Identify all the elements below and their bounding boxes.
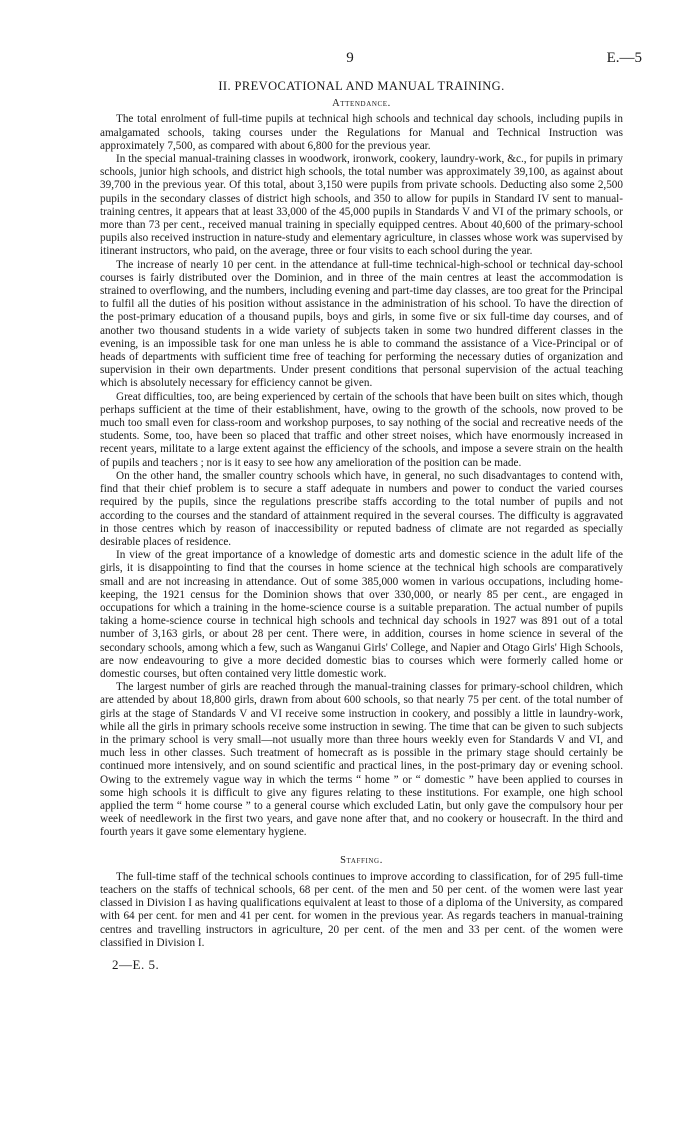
signature-mark: 2—E. 5. xyxy=(112,957,160,972)
paragraph-enrolment: The total enrolment of full-time pupils at technical high schools and technical day schools, including pupils in amalgamated schools, taking courses under the Regulations for Manual and Technical Instruction was approximately 7,500, as compared with about 6,800 for the previous year. xyxy=(100,113,623,152)
paragraph-domestic-science: In view of the great importance of a knowledge of domestic arts and domestic science in the adult life of the girls, it is disappointing to find that the courses in home science at the technical high schools are comparatively small and are not increasing in attendance. Out of some 385,000 women in various occupations, including home-keeping, the 1921 census for the Dominion shows that over 330,000, or nearly 85 per cent., are engaged in occupations for which a training in the home-science course is a suitable preparation. The actual number of pupils taking a home-science course in technical high schools and technical day schools in 1927 was 891 out of a total number of 3,163 girls, or about 28 per cent. There were, in addition, courses in home science in several of the secondary schools, among which a few, such as Wanganui Girls' College, and Napier and Otago Girls' High Schools, are now endeavouring to give a more decided domestic bias to courses which were formerly called home or domestic courses, but often contained very little domestic work. xyxy=(100,549,623,680)
page-body xyxy=(100,80,623,971)
section-title: II. PREVOCATIONAL AND MANUAL TRAINING. xyxy=(218,79,505,93)
paragraph-country-schools: On the other hand, the smaller country schools which have, in general, no such disadvantages to contend with, find that their chief problem is to secure a staff adequate in numbers and power to conduct the varied courses required by the pupils, since the regulations prescribe staffs according to the total number of pupils and not according to the courses and the standard of attainment required in the several courses. The difficulty is aggravated in those centres which by reason of inaccessibility or reputed badness of climate are not regarded as specially desirable places of residence. xyxy=(100,469,623,548)
paragraph-site-difficulties: Great difficulties, too, are being experienced by certain of the schools that have been built on sites which, though perhaps sufficient at the time of their establishment, have, owing to the growth of the schools, now proved to be much too small even for class-room and workshop purposes, to say nothing of the social and recreative needs of the students. Some, too, have been so placed that traffic and other street noises, which have enormously increased in recent years, militate to a large extent against the efficiency of the schools, and impose a severe strain on the health of pupils and teachers ; nor is it easy to see how any amelioration of the position can be made. xyxy=(100,390,623,469)
paragraph-staffing: The full-time staff of the technical schools continues to improve according to classification, for of 295 full-time teachers on the staffs of technical schools, 68 per cent. of the men and 50 per cent. of the women were last year classed in Division I as having qualifications equivalent at least to those of a diploma of the University, as compared with 64 per cent. for men and 41 per cent. for women in the previous year. As regards teachers in manual-training centres and travelling instructors in agriculture, 20 per cent. of the men and 33 per cent. of the women were classified in Division I. xyxy=(100,870,623,949)
paragraph-attendance-increase: The increase of nearly 10 per cent. in the attendance at full-time technical-high-school or technical day-school courses is fairly distributed over the Dominion, and in three of the main centres at least the accommodation is strained to overflowing, and the numbers, including evening and part-time day classes, are too great for the Principal to fulfil all the duties of his position without assistance in the administration of his school. To have the direction of the post-primary education of a thousand pupils, boys and girls, in some five or six full-time day courses, and of another two thousand students in a wide variety of subjects taken in some two hundred different classes in the evening, is an impossible task for one man unless he is able to command the assistance of a Vice-Principal or of heads of departments with sufficient time free of teaching for performing the necessary duties of organization and supervision in their own departments. Under present conditions that personal supervision of the actual teaching which is absolutely necessary for efficiency cannot be given. xyxy=(100,258,623,390)
staffing-heading: Staffing. xyxy=(340,854,383,866)
paragraph-manual-training-classes: In the special manual-training classes in woodwork, ironwork, cookery, laundry-work, &c., for pupils in primary schools, junior high schools, and district high schools, the total number was approximately 39,100, as against about 39,700 in the previous year. Of this total, about 3,150 were pupils from private schools. Deducting also some 2,500 pupils in the secondary classes of district high schools, and 350 to allow for pupils in Standard IV sent to manual-training centres, it appears that at least 33,000 of the 45,000 pupils in Standards V and VI of the primary schools, or more than 73 per cent., received manual training in specially equipped centres. About 40,600 of the primary-school pupils also received instruction in nature-study and elementary agriculture, in classes whose work was supervised by itinerant instructors, who paid, on the average, three or four visits to each school during the year. xyxy=(100,153,623,258)
page-number: 9 xyxy=(346,50,354,66)
attendance-heading: Attendance. xyxy=(332,98,391,110)
paragraph-girls-manual-training: The largest number of girls are reached through the manual-training classes for primary-school children, which are attended by about 18,800 girls, drawn from about 600 schools, so that nearly 75 per cent. of the total number of girls at the stage of Standards V and VI receive some instruction in cookery, and possibly a little in laundry-work, while all the girls in primary schools receive some instruction in sewing. The time that can be given to such subjects in the primary school is very small—not usually more than three hours weekly even for Standards V and VI, and much less in other classes. Such treatment of homecraft as is possible in the primary stage should certainly be continued more intensively, and on sound scientific and practical lines, in the post-primary day or evening school. Owing to the extremely vague way in which the terms “ home ” or “ domestic ” have been applied to courses in some high schools it is difficult to give any figures relating to these institutions. For example, one high school applied the term “ home course ” to a general course which excluded Latin, but only gave the compulsory hour per week of needlework in the first two years, and gave none after that, and no cookery or housecraft. In the third and fourth years it gave some elementary hygiene. xyxy=(100,681,623,839)
document-reference: E.—5 xyxy=(606,50,642,66)
